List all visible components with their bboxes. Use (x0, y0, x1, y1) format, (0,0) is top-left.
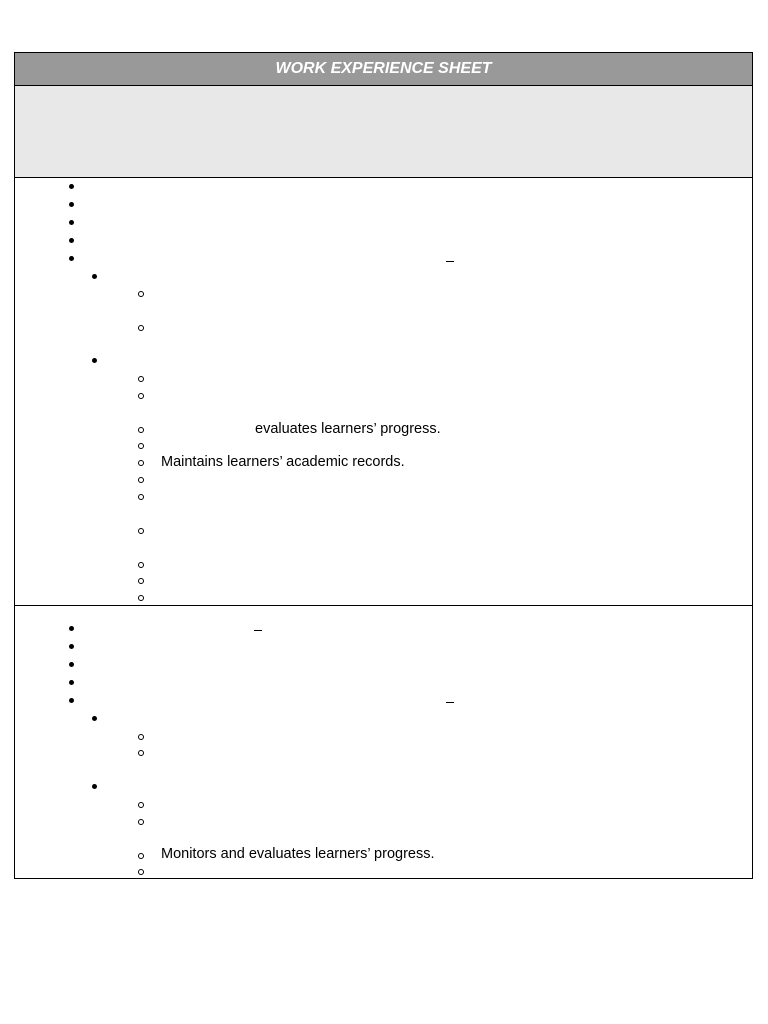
list-item-text: Maintains learners’ academic records. (161, 454, 405, 470)
circle-bullet-icon (138, 393, 144, 399)
bullet-icon (92, 274, 97, 279)
bullet-icon (69, 644, 74, 649)
bullet-icon (69, 220, 74, 225)
circle-bullet-icon (138, 819, 144, 825)
circle-bullet-icon (138, 869, 144, 875)
circle-bullet-icon (138, 802, 144, 808)
circle-bullet-icon (138, 578, 144, 584)
bullet-icon (69, 626, 74, 631)
experience-section-1 (15, 178, 752, 606)
dash-mark (446, 702, 454, 703)
list-item-text: evaluates learners’ progress. (255, 421, 441, 437)
circle-bullet-icon (138, 291, 144, 297)
bullet-icon (92, 358, 97, 363)
circle-bullet-icon (138, 595, 144, 601)
circle-bullet-icon (138, 750, 144, 756)
sheet-title: WORK EXPERIENCE SHEET (275, 60, 492, 77)
list-item-text: Monitors and evaluates learners’ progress. (161, 846, 435, 862)
bullet-icon (69, 202, 74, 207)
dash-mark (446, 261, 454, 262)
circle-bullet-icon (138, 562, 144, 568)
bullet-icon (69, 662, 74, 667)
sheet-title-bar (15, 53, 752, 86)
dash-mark (254, 630, 262, 631)
bullet-icon (69, 184, 74, 189)
circle-bullet-icon (138, 443, 144, 449)
bullet-icon (92, 784, 97, 789)
bullet-icon (92, 716, 97, 721)
circle-bullet-icon (138, 734, 144, 740)
bullet-icon (69, 698, 74, 703)
circle-bullet-icon (138, 325, 144, 331)
circle-bullet-icon (138, 477, 144, 483)
bullet-icon (69, 680, 74, 685)
circle-bullet-icon (138, 494, 144, 500)
circle-bullet-icon (138, 528, 144, 534)
circle-bullet-icon (138, 460, 144, 466)
circle-bullet-icon (138, 376, 144, 382)
circle-bullet-icon (138, 427, 144, 433)
circle-bullet-icon (138, 853, 144, 859)
bullet-icon (69, 238, 74, 243)
experience-section-2 (15, 606, 752, 878)
info-box (15, 86, 752, 178)
bullet-icon (69, 256, 74, 261)
work-experience-sheet (14, 52, 753, 879)
